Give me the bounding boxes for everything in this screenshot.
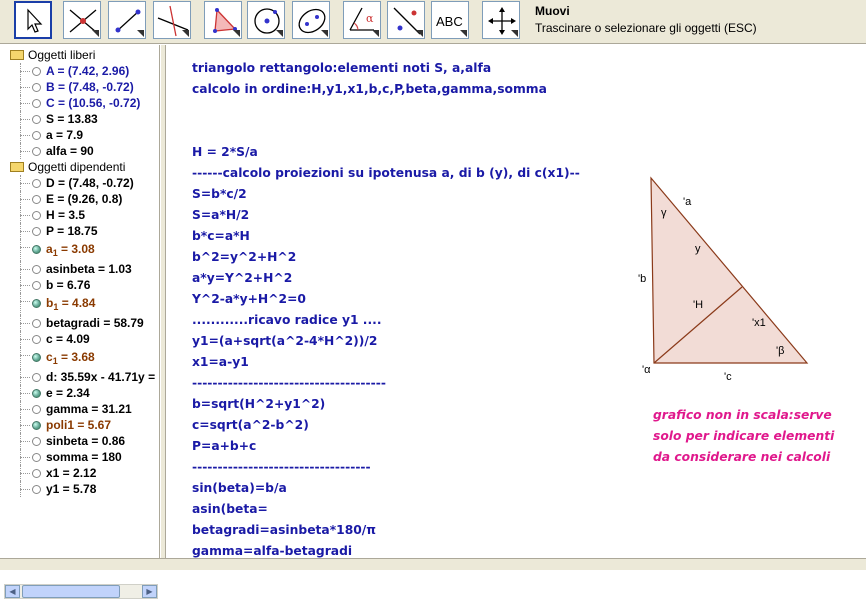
polygon-tool[interactable] [204, 1, 242, 39]
algebra-item-label: asinbeta = 1.03 [46, 262, 132, 276]
visibility-toggle-icon[interactable] [32, 353, 41, 362]
text-line: gamma=alfa-betagradi [192, 544, 353, 558]
algebra-item[interactable] [0, 127, 160, 143]
text-line: -------------------------------------- [192, 376, 386, 390]
algebra-item-label: x1 = 2.12 [46, 466, 97, 480]
algebra-item[interactable] [0, 239, 160, 261]
label-H: 'H [693, 299, 704, 311]
visibility-toggle-icon[interactable] [32, 211, 41, 220]
text-line: b=sqrt(H^2+y1^2) [192, 397, 326, 411]
algebra-item[interactable] [0, 347, 160, 369]
algebra-item-label: C = (10.56, -0.72) [46, 96, 141, 110]
visibility-toggle-icon[interactable] [32, 281, 41, 290]
scroll-right-arrow-icon[interactable]: ▶ [142, 585, 157, 598]
algebra-item-label: B = (7.48, -0.72) [46, 80, 134, 94]
folder-dependent-objects[interactable] [0, 159, 160, 175]
algebra-item[interactable] [0, 261, 160, 277]
tree-branch [20, 199, 30, 200]
tree-branch [20, 71, 30, 72]
triangle-figure[interactable] [634, 170, 824, 390]
text-line: P=a+b+c [192, 439, 257, 453]
algebra-item-label: somma = 180 [46, 450, 122, 464]
visibility-toggle-icon[interactable] [32, 245, 41, 254]
scroll-left-arrow-icon[interactable]: ◀ [5, 585, 20, 598]
tree-branch [20, 247, 30, 248]
arrow-cursor-icon [16, 3, 50, 37]
text-line: ............ricavo radice y1 .... [192, 313, 382, 327]
text-line: x1=a-y1 [192, 355, 249, 369]
point-tool[interactable] [63, 1, 101, 39]
note-line: grafico non in scala:serve [653, 408, 832, 422]
algebra-item[interactable] [0, 293, 160, 315]
algebra-item[interactable] [0, 449, 160, 465]
tree-branch [20, 119, 30, 120]
algebra-item-label: b = 6.76 [46, 278, 91, 292]
visibility-toggle-icon[interactable] [32, 405, 41, 414]
algebra-item[interactable] [0, 385, 160, 401]
folder-label: Oggetti dipendenti [28, 160, 126, 174]
label-c: 'c [724, 371, 732, 383]
algebra-item-value: = 3.68 [57, 350, 95, 364]
algebra-item-name: b [46, 296, 54, 310]
tree-branch [20, 183, 30, 184]
visibility-toggle-icon[interactable] [32, 485, 41, 494]
algebra-item-label: e = 2.34 [46, 386, 90, 400]
visibility-toggle-icon[interactable] [32, 319, 41, 328]
tree-branch [20, 393, 30, 394]
tree-branch [20, 215, 30, 216]
text-line: a*y=Y^2+H^2 [192, 271, 293, 285]
text-line: ------calcolo proiezioni su ipotenusa a, di b (y), di c(x1)-- [192, 166, 580, 180]
graphics-view[interactable] [166, 45, 866, 558]
move-tool[interactable] [14, 1, 52, 39]
tree-line [20, 239, 21, 261]
visibility-toggle-icon[interactable] [32, 453, 41, 462]
algebra-item[interactable] [0, 369, 160, 385]
tree-branch [20, 457, 30, 458]
visibility-toggle-icon[interactable] [32, 437, 41, 446]
algebra-item-label: S = 13.83 [46, 112, 98, 126]
angle-tool[interactable] [343, 1, 381, 39]
tree-branch [20, 285, 30, 286]
tree-branch [20, 377, 30, 378]
active-tool-name: Muovi [535, 4, 570, 18]
algebra-item[interactable] [0, 401, 160, 417]
visibility-toggle-icon[interactable] [32, 67, 41, 76]
visibility-toggle-icon[interactable] [32, 227, 41, 236]
visibility-toggle-icon[interactable] [32, 115, 41, 124]
visibility-toggle-icon[interactable] [32, 83, 41, 92]
algebra-view[interactable] [0, 45, 160, 596]
algebra-item-label: c = 4.09 [46, 332, 90, 346]
tree-branch [20, 339, 30, 340]
algebra-item-value: = 4.84 [58, 296, 96, 310]
algebra-item-label: a = 7.9 [46, 128, 84, 142]
algebra-item[interactable] [0, 95, 160, 111]
label-a: 'a [683, 196, 692, 208]
text-line: c=sqrt(a^2-b^2) [192, 418, 309, 432]
algebra-item[interactable] [0, 191, 160, 207]
text-line: triangolo rettangolo:elementi noti S, a,alfa [192, 61, 492, 75]
algebra-item[interactable] [0, 277, 160, 293]
tree-branch [20, 323, 30, 324]
text-line [192, 100, 580, 121]
folder-label: Oggetti liberi [28, 48, 96, 62]
text-line: S=b*c/2 [192, 187, 247, 201]
tree-branch [20, 103, 30, 104]
text-line [192, 121, 580, 142]
visibility-toggle-icon[interactable] [32, 421, 41, 430]
algebra-item-label: y1 = 5.78 [46, 482, 97, 496]
tree-branch [20, 87, 30, 88]
algebra-item-name: a [46, 242, 53, 256]
note-line: da considerare nei calcoli [653, 450, 831, 464]
tree-branch [20, 355, 30, 356]
folder-icon [10, 50, 24, 60]
label-beta: 'β [776, 345, 785, 357]
text-line: Y^2-a*y+H^2=0 [192, 292, 306, 306]
visibility-toggle-icon[interactable] [32, 373, 41, 382]
perpendicular-tool[interactable] [153, 1, 191, 39]
text-line: y1=(a+sqrt(a^2-4*H^2))/2 [192, 334, 378, 348]
label-y: y [695, 243, 701, 255]
tree-line [20, 347, 21, 369]
scroll-thumb[interactable] [22, 585, 120, 598]
folder-icon [10, 162, 24, 172]
algebra-item-value: = 3.08 [57, 242, 95, 256]
bottom-edge [0, 558, 866, 570]
visibility-toggle-icon[interactable] [32, 389, 41, 398]
algebra-item-label: E = (9.26, 0.8) [46, 192, 123, 206]
tree-branch [20, 269, 30, 270]
reflect-tool[interactable] [387, 1, 425, 39]
text-line: S=a*H/2 [192, 208, 250, 222]
conic-tool[interactable] [292, 1, 330, 39]
algebra-item-label: P = 18.75 [46, 224, 98, 238]
algebra-item[interactable] [0, 223, 160, 239]
visibility-toggle-icon[interactable] [32, 265, 41, 274]
algebra-item-label: gamma = 31.21 [46, 402, 132, 416]
text-line: H = 2*S/a [192, 145, 258, 159]
tree-branch [20, 301, 30, 302]
tree-branch [20, 425, 30, 426]
algebra-item-name: c [46, 350, 53, 364]
visibility-toggle-icon[interactable] [32, 131, 41, 140]
algebra-item[interactable] [0, 111, 160, 127]
text-line: calcolo in ordine:H,y1,x1,b,c,P,beta,gamma,somma [192, 82, 547, 96]
algebra-item[interactable] [0, 175, 160, 191]
algebra-item[interactable] [0, 79, 160, 95]
active-tool-description: Trascinare o selezionare gli oggetti (ESC) [535, 21, 757, 35]
circle-tool[interactable] [247, 1, 285, 39]
algebra-item[interactable] [0, 315, 160, 331]
text-object[interactable] [192, 58, 580, 562]
visibility-toggle-icon[interactable] [32, 147, 41, 156]
algebra-item[interactable] [0, 481, 160, 497]
algebra-item-subscript: 1 [52, 356, 58, 366]
text-line: betagradi=asinbeta*180/π [192, 523, 377, 537]
algebra-item[interactable] [0, 207, 160, 223]
visibility-toggle-icon[interactable] [32, 299, 41, 308]
tree-branch [20, 473, 30, 474]
svg-text:ABC: ABC [436, 14, 463, 29]
label-gamma: γ [661, 207, 667, 219]
algebra-item-label: d: 35.59x - 41.71y = [46, 370, 156, 384]
algebra-item-label: D = (7.48, -0.72) [46, 176, 134, 190]
visibility-toggle-icon[interactable] [32, 179, 41, 188]
text-line: ----------------------------------- [192, 460, 371, 474]
move-view-tool[interactable] [482, 1, 520, 39]
toolbar [0, 0, 866, 44]
folder-free-objects[interactable] [0, 47, 160, 63]
visibility-toggle-icon[interactable] [32, 335, 41, 344]
visibility-toggle-icon[interactable] [32, 469, 41, 478]
algebra-item-subscript: 1 [53, 302, 59, 312]
algebra-item[interactable] [0, 465, 160, 481]
text-line: b^2=y^2+H^2 [192, 250, 297, 264]
tree-branch [20, 441, 30, 442]
text-line: b*c=a*H [192, 229, 250, 243]
algebra-item-label: poli1 = 5.67 [46, 418, 112, 432]
tree-branch [20, 489, 30, 490]
algebra-item[interactable] [0, 63, 160, 79]
algebra-item-label: sinbeta = 0.86 [46, 434, 126, 448]
tree-branch [20, 409, 30, 410]
tree-branch [20, 151, 30, 152]
svg-text:α: α [366, 12, 374, 25]
algebra-item-label: betagradi = 58.79 [46, 316, 144, 330]
label-b: 'b [638, 273, 647, 285]
algebra-item-label: A = (7.42, 2.96) [46, 64, 130, 78]
algebra-item[interactable] [0, 331, 160, 347]
text-line: asin(beta= [192, 502, 268, 516]
text-line: sin(beta)=b/a [192, 481, 287, 495]
algebra-item-label: H = 3.5 [46, 208, 86, 222]
label-alpha: 'α [642, 364, 651, 376]
algebra-item-label: alfa = 90 [46, 144, 94, 158]
tree-branch [20, 231, 30, 232]
tree-branch [20, 135, 30, 136]
label-x1: 'x1 [752, 317, 766, 329]
tool-help [535, 4, 757, 35]
right-triangle[interactable] [651, 178, 807, 363]
tree-line [20, 293, 21, 315]
text-tool[interactable] [431, 1, 469, 39]
algebra-item[interactable] [0, 143, 160, 159]
note-text[interactable] [653, 405, 834, 468]
algebra-item[interactable] [0, 417, 160, 433]
algebra-item[interactable] [0, 433, 160, 449]
visibility-toggle-icon[interactable] [32, 195, 41, 204]
algebra-item-subscript: 1 [52, 248, 58, 258]
note-line: solo per indicare elementi [653, 429, 835, 443]
algebra-horizontal-scrollbar[interactable] [4, 584, 158, 599]
line-tool[interactable] [108, 1, 146, 39]
visibility-toggle-icon[interactable] [32, 99, 41, 108]
